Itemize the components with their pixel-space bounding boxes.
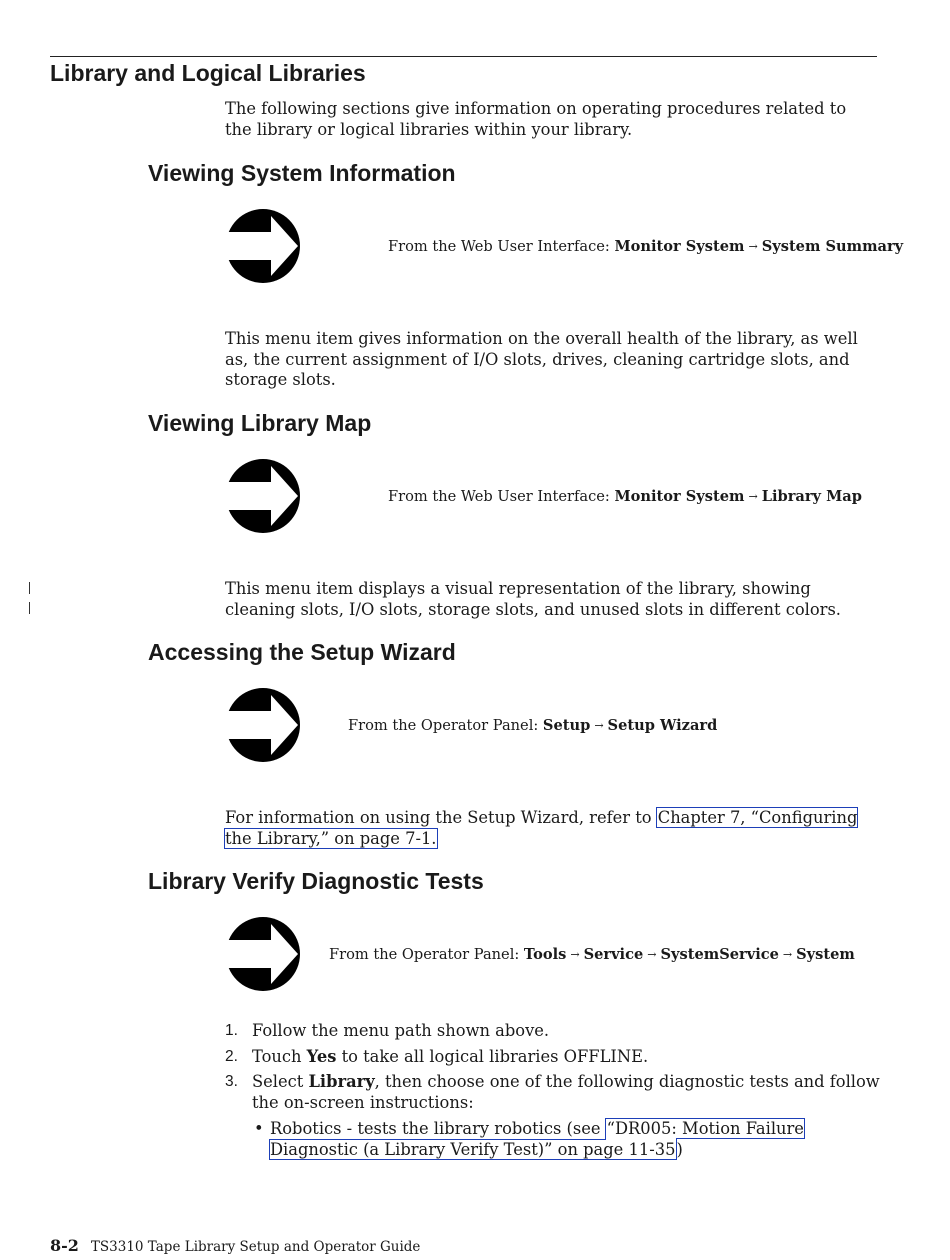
nav-step: Setup: [542, 717, 591, 734]
nav-step: Service: [583, 946, 644, 963]
page-number: 8-2: [50, 1236, 79, 1255]
nav-step: Monitor System: [614, 488, 745, 505]
section-title-library-map: Viewing Library Map: [148, 410, 372, 436]
nav-separator: →: [782, 948, 793, 961]
nav-separator: →: [647, 948, 657, 961]
page-footer: [50, 1236, 420, 1255]
list-item: • Robotics - tests the library robotics (see “DR005: Motion Failure Diagnostic (a Library Verify Test)” on page 11-35): [254, 1119, 804, 1159]
right-arrow-circle-icon: [225, 687, 301, 763]
right-arrow-circle-icon: [225, 458, 301, 534]
nav-step: Tools: [523, 946, 567, 963]
library-map-body: This menu item displays a visual representation of the library, showing cleaning slots, I/O slots, storage slots, and unused slots in different colors.: [225, 579, 841, 619]
right-arrow-circle-icon: [225, 916, 301, 992]
nav-separator: →: [570, 948, 580, 961]
nav-step: System Summary: [761, 238, 904, 255]
section-title-setup-wizard: Accessing the Setup Wizard: [148, 639, 456, 665]
nav-path-setup-wizard: From the Operator Panel: Setup → Setup Wizard: [348, 717, 718, 734]
procedure-steps: [225, 1021, 880, 1165]
list-item: 3. Select Library, then choose one of the following diagnostic tests and follow the on-screen instructions: • Robotics - tests the library robotics (see “DR005: Motion Failure Diagnostic (a Library Verify Test)” on page 11-35): [225, 1072, 880, 1159]
nav-path-system-info: From the Web User Interface: Monitor System → System Summary: [388, 238, 904, 255]
section-title-system-info: Viewing System Information: [148, 160, 456, 186]
nav-step: Monitor System: [614, 238, 745, 255]
setup-wizard-body: For information on using the Setup Wizard, refer to Chapter 7, “Configuring the Library,” on page 7-1.: [225, 808, 858, 848]
list-item: 2. Touch Yes to take all logical libraries OFFLINE.: [225, 1046, 649, 1066]
top-rule: [50, 56, 877, 57]
nav-step: Setup Wizard: [607, 717, 718, 734]
right-arrow-circle-icon: [225, 208, 301, 284]
dr005-link[interactable]: “DR005: Motion Failure Diagnostic (a Library Verify Test)” on page 11-35: [270, 1119, 804, 1159]
section-title-verify-tests: Library Verify Diagnostic Tests: [148, 868, 484, 894]
chapter-title: Library and Logical Libraries: [50, 60, 366, 86]
nav-separator: →: [748, 240, 758, 253]
diagnostic-test-list: [252, 1119, 880, 1160]
nav-step: System: [796, 946, 855, 963]
list-item: 1. Follow the menu path shown above.: [225, 1021, 550, 1040]
nav-step: SystemService: [660, 946, 779, 963]
nav-path-library-map: From the Web User Interface: Monitor System → Library Map: [388, 488, 862, 505]
nav-separator: →: [594, 719, 604, 732]
system-info-body: This menu item gives information on the overall health of the library, as well as, the current assignment of I/O slots, drives, cleaning cartridge slots, and storage slots.: [225, 329, 858, 389]
book-title: TS3310 Tape Library Setup and Operator Guide: [90, 1239, 421, 1255]
change-bar: [29, 602, 30, 614]
intro-paragraph: The following sections give information on operating procedures related to the library or logical libraries within your library.: [225, 99, 847, 139]
change-bar: [29, 582, 30, 594]
chapter-7-link[interactable]: Chapter 7, “Configuring the Library,” on page 7-1.: [225, 808, 858, 848]
nav-path-verify-tests: From the Operator Panel: Tools → Service → SystemService → System: [329, 946, 855, 963]
nav-separator: →: [748, 490, 758, 503]
nav-step: Library Map: [761, 488, 862, 505]
